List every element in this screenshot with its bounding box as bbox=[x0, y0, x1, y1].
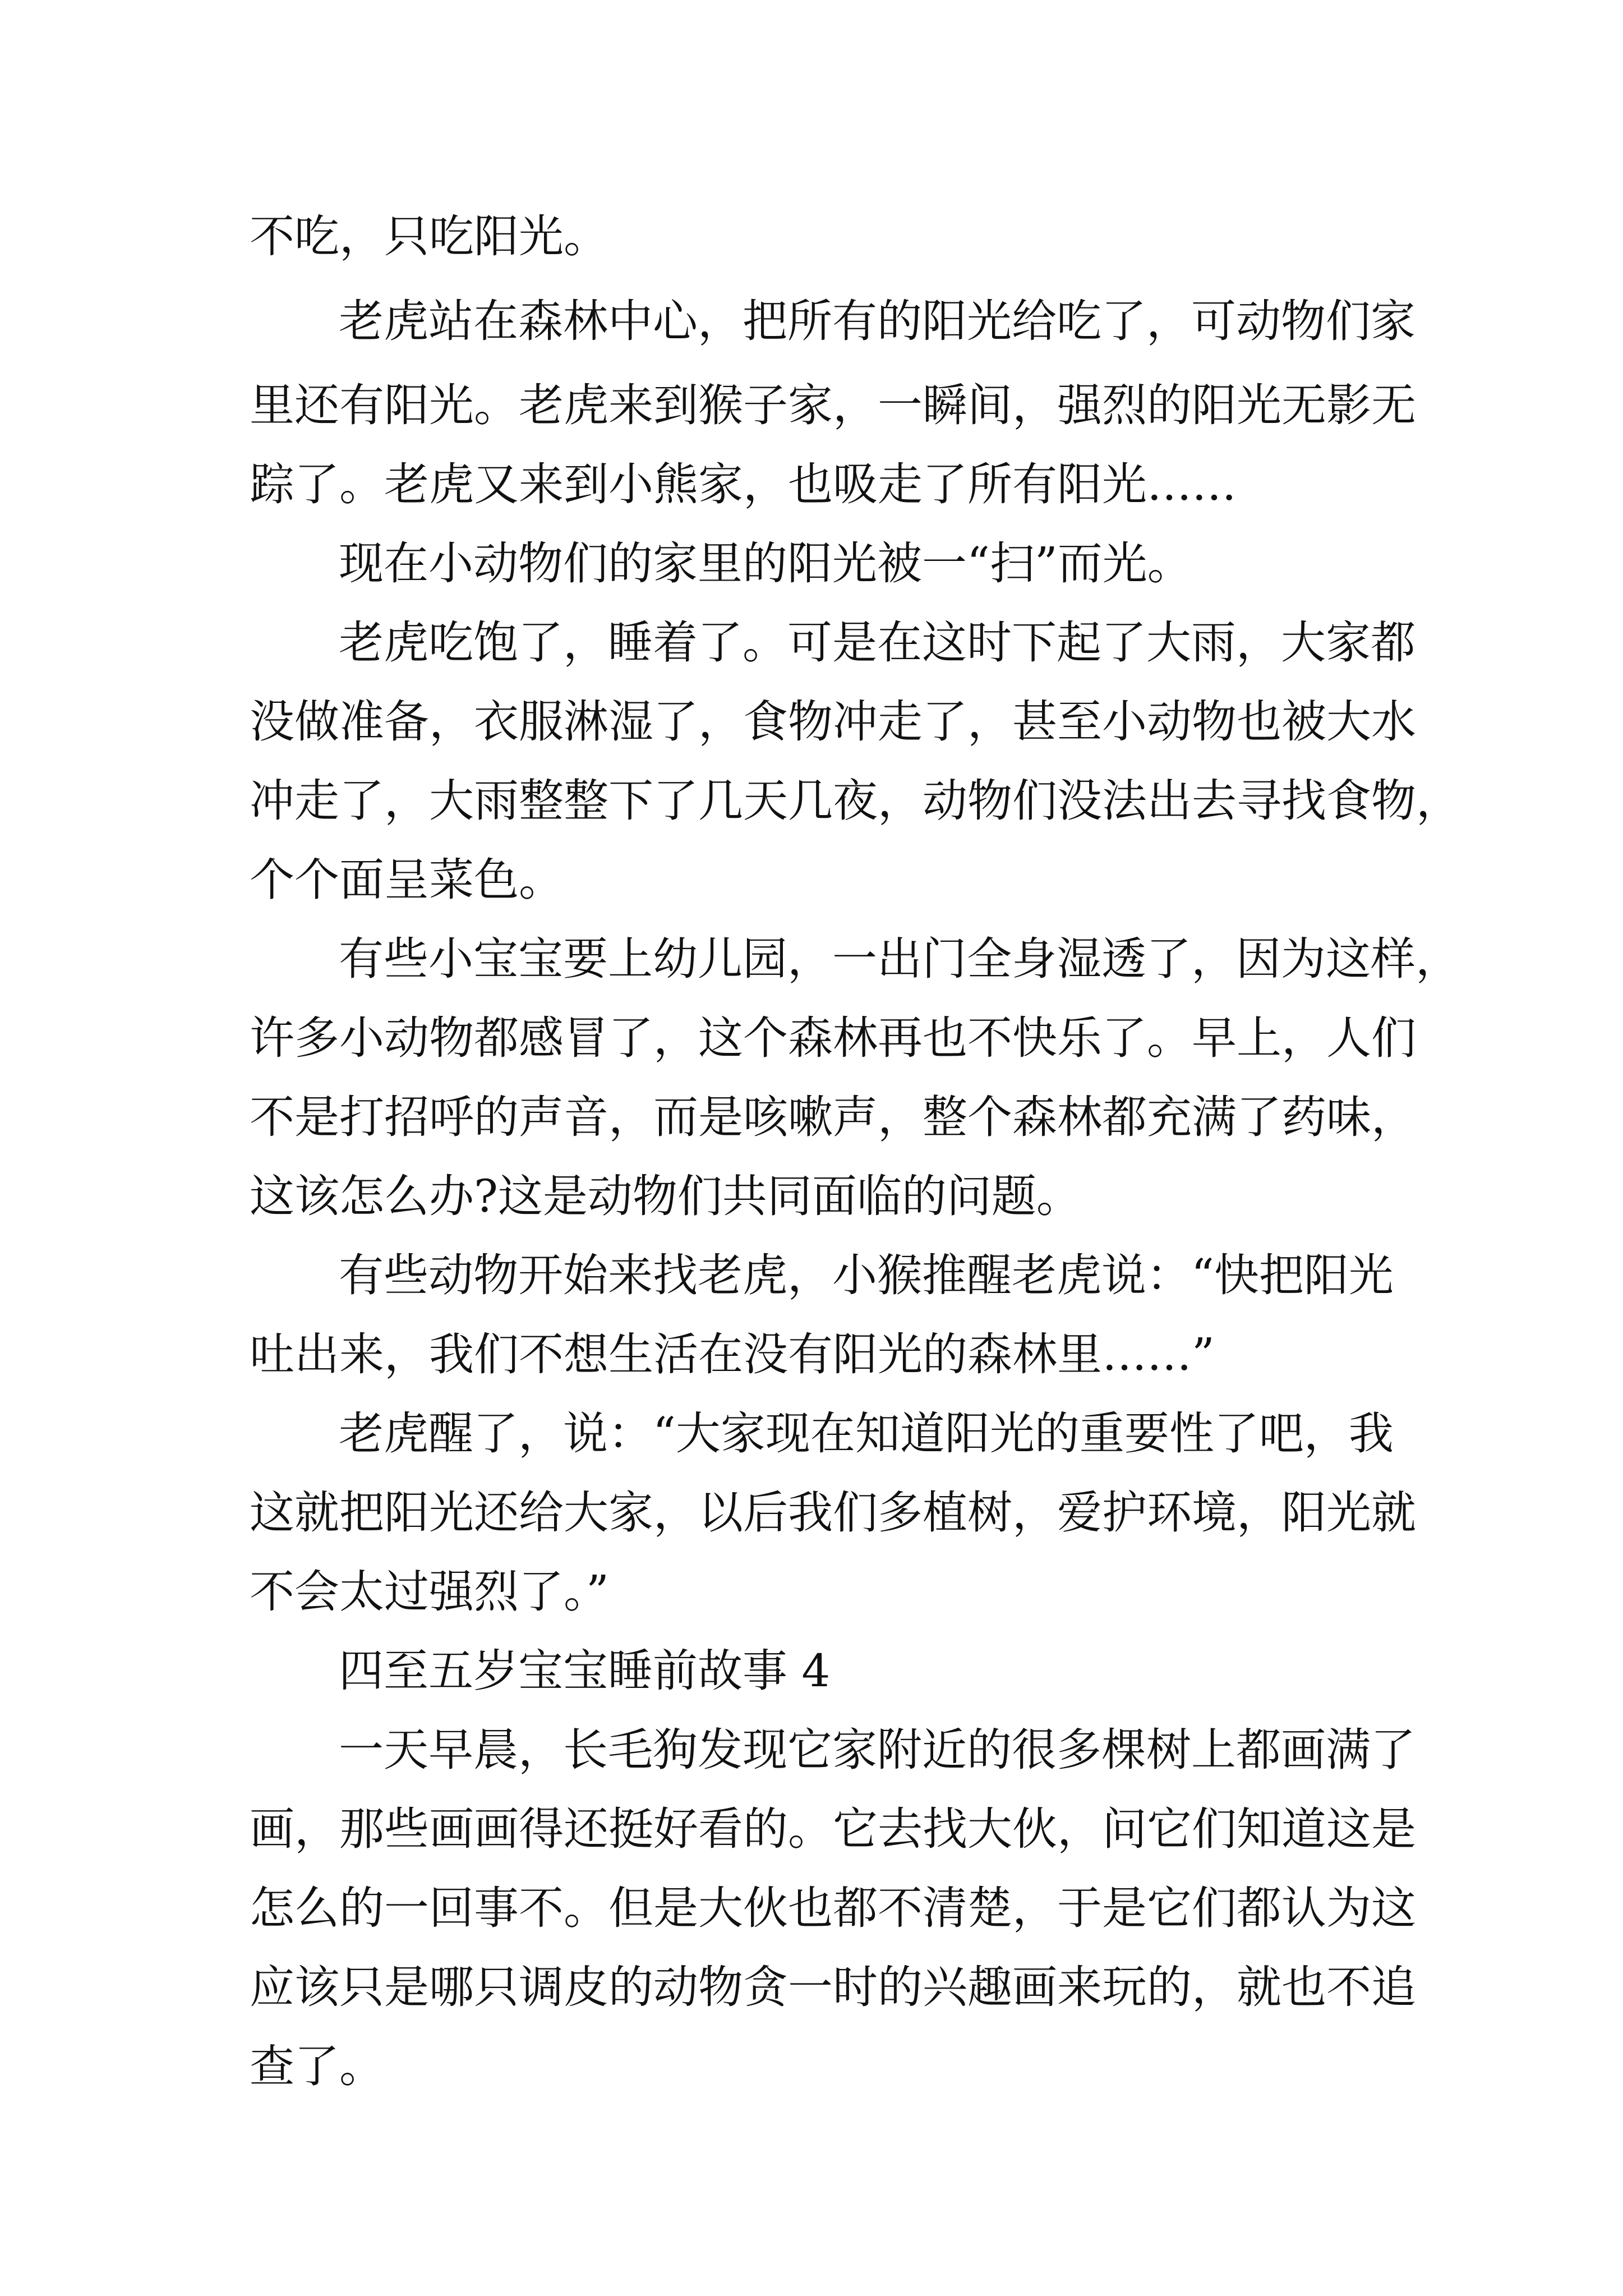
body-line: 许多小动物都感冒了，这个森林再也不快乐了。早上，人们 bbox=[250, 1012, 1416, 1064]
section-heading: 四至五岁宝宝睡前故事 4 bbox=[339, 1645, 831, 1697]
body-line: 现在小动物们的家里的阳光被一“扫”而光。 bbox=[339, 537, 1192, 590]
body-line: 不会太过强烈了。” bbox=[250, 1566, 609, 1618]
body-line: 画，那些画画得还挺好看的。它去找大伙，问它们知道这是 bbox=[250, 1803, 1416, 1855]
body-line: 吐出来，我们不想生活在没有阳光的森林里……” bbox=[250, 1328, 1215, 1381]
body-line: 不是打招呼的声音，而是咳嗽声，整个森林都充满了药味， bbox=[250, 1091, 1416, 1143]
body-line: 没做准备，衣服淋湿了，食物冲走了，甚至小动物也被大水 bbox=[250, 696, 1416, 748]
body-line: 老虎吃饱了，睡着了。可是在这时下起了大雨，大家都 bbox=[339, 616, 1415, 669]
body-line: 这该怎么办?这是动物们共同面临的问题。 bbox=[250, 1170, 1081, 1222]
body-line: 怎么的一回事不。但是大伙也都不清楚，于是它们都认为这 bbox=[250, 1882, 1416, 1934]
body-line: 老虎站在森林中心，把所有的阳光给吃了，可动物们家 bbox=[339, 295, 1415, 347]
body-line: 冲走了，大雨整整下了几天几夜，动物们没法出去寻找食物， bbox=[250, 775, 1461, 827]
body-line: 不吃，只吃阳光。 bbox=[250, 210, 608, 263]
body-line: 老虎醒了，说：“大家现在知道阳光的重要性了吧，我 bbox=[339, 1407, 1394, 1460]
body-line: 有些动物开始来找老虎，小猴推醒老虎说：“快把阳光 bbox=[339, 1249, 1394, 1301]
body-line: 踪了。老虎又来到小熊家，也吸走了所有阳光…… bbox=[250, 458, 1237, 510]
body-line: 这就把阳光还给大家，以后我们多植树，爱护环境，阳光就 bbox=[250, 1487, 1416, 1539]
body-line: 有些小宝宝要上幼儿园，一出门全身湿透了，因为这样， bbox=[339, 933, 1460, 985]
body-line: 查了。 bbox=[250, 2040, 384, 2092]
body-line: 一天早晨，长毛狗发现它家附近的很多棵树上都画满了 bbox=[339, 1724, 1415, 1776]
body-line: 应该只是哪只调皮的动物贪一时的兴趣画来玩的，就也不追 bbox=[250, 1961, 1416, 2013]
body-line: 个个面呈菜色。 bbox=[250, 854, 564, 906]
body-line: 里还有阳光。老虎来到猴子家，一瞬间，强烈的阳光无影无 bbox=[250, 379, 1416, 431]
